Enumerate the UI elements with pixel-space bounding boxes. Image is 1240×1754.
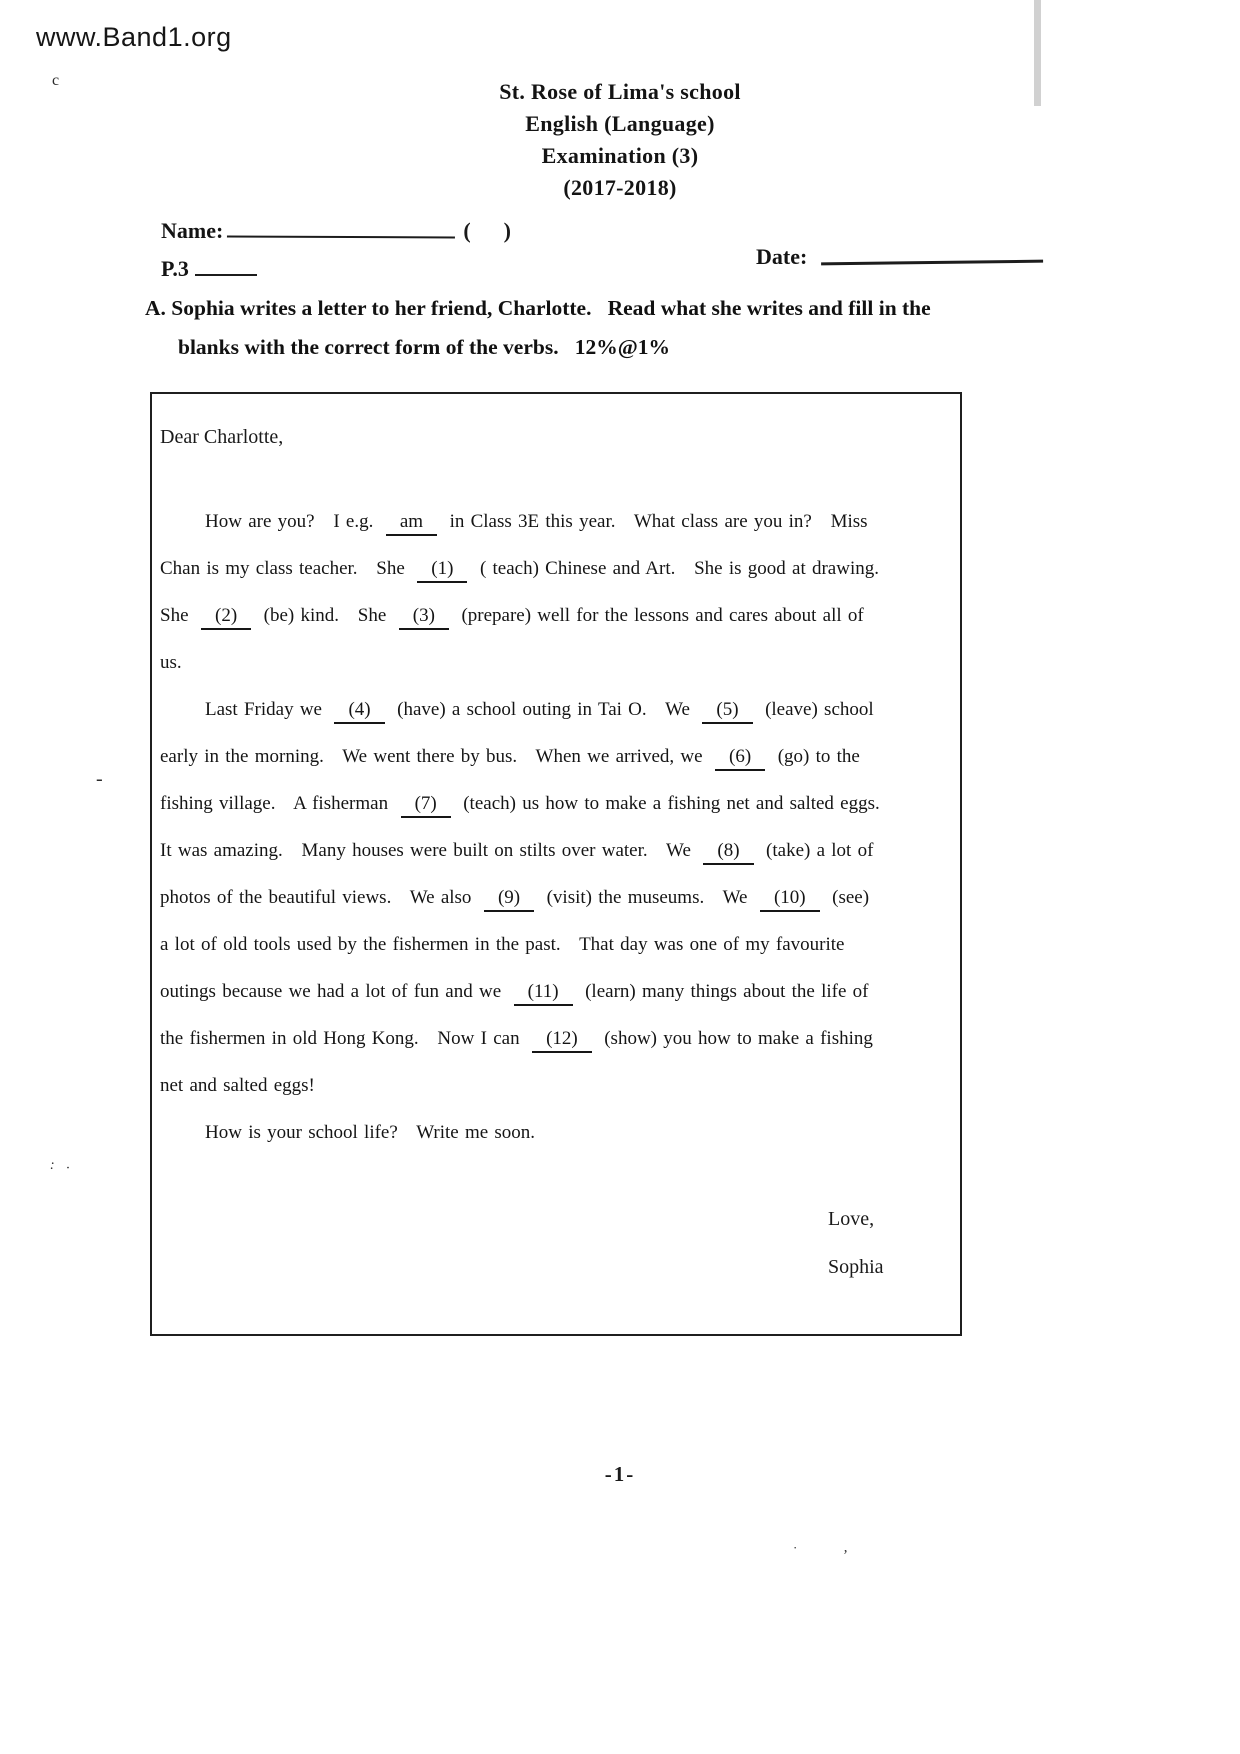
watermark-url: www.Band1.org — [36, 22, 232, 52]
letter-text: She — [160, 605, 201, 626]
answer-blank: (1) — [417, 557, 467, 583]
grade-blank-line — [195, 254, 257, 276]
letter-text: (prepare) well for the lessons and cares about all of — [448, 605, 864, 626]
answer-blank: (3) — [399, 604, 449, 630]
letter-text: a lot of old tools used by the fishermen in the past. That day was one of my favourite — [160, 934, 845, 955]
exam-header — [0, 76, 1240, 204]
exam-subject: English (Language) — [525, 111, 715, 136]
letter-text: outings because we had a lot of fun and we — [160, 981, 514, 1002]
letter-text: ( teach) Chinese and Art. She is good at drawing. — [467, 558, 879, 579]
letter-text: fishing village. A fisherman — [160, 793, 401, 814]
letter-line — [160, 639, 958, 686]
scan-artifact: - — [96, 768, 103, 790]
answer-blank: (6) — [715, 745, 765, 771]
letter-text: (learn) many things about the life of — [572, 981, 869, 1002]
letter-line — [160, 545, 958, 592]
letter-text: Chan is my class teacher. She — [160, 558, 418, 579]
letter-text: photos of the beautiful views. We also — [160, 887, 484, 908]
letter-line — [160, 1015, 958, 1062]
name-label: Name: — [161, 218, 224, 243]
answer-blank: (7) — [401, 792, 451, 818]
letter-text: (visit) the museums. We — [534, 887, 760, 908]
letter-lines — [160, 498, 958, 1156]
name-blank-line — [227, 216, 455, 239]
letter-line — [160, 1062, 958, 1109]
letter-text: (see) — [819, 887, 870, 908]
letter-line — [160, 874, 958, 921]
letter-line — [160, 827, 958, 874]
letter-salutation: Dear Charlotte, — [160, 426, 284, 448]
question-a-instructions-line1: A. Sophia writes a letter to her friend, Charlotte. Read what she writes and fill in the — [145, 296, 931, 320]
letter-line — [160, 921, 958, 968]
letter-text: (take) a lot of — [753, 840, 874, 861]
date-label: Date: — [756, 244, 808, 269]
letter-line — [160, 498, 958, 545]
answer-blank: (8) — [703, 839, 753, 865]
letter-text: How is your school life? Write me soon. — [205, 1122, 536, 1143]
letter-signature: Sophia — [828, 1256, 884, 1278]
answer-blank: am — [386, 510, 437, 536]
letter-text: (show) you how to make a fishing — [591, 1028, 873, 1049]
letter-text: How are you? I e.g. — [205, 511, 386, 532]
letter-text: (teach) us how to make a fishing net and salted eggs. — [450, 793, 880, 814]
letter-text: net and salted eggs! — [160, 1075, 315, 1096]
letter-line — [160, 968, 958, 1015]
letter-text: (be) kind. She — [251, 605, 399, 626]
letter-closing: Love, — [828, 1208, 875, 1230]
grade-label: P.3 — [161, 256, 189, 281]
exam-title: Examination (3) — [541, 143, 699, 168]
answer-blank: (4) — [334, 698, 384, 724]
answer-blank: (2) — [201, 604, 251, 630]
scan-artifact: ʼ — [843, 1548, 848, 1564]
answer-blank: (12) — [532, 1027, 592, 1053]
scan-artifact: · — [793, 1540, 798, 1555]
letter-text: (have) a school outing in Tai O. We — [384, 699, 703, 720]
answer-blank: (5) — [702, 698, 752, 724]
answer-blank: (11) — [514, 980, 573, 1006]
date-row — [740, 226, 1043, 288]
letter-text: (go) to the — [765, 746, 860, 767]
school-name: St. Rose of Lima's school — [499, 79, 741, 104]
letter-text: the fishermen in old Hong Kong. Now I can — [160, 1028, 533, 1049]
letter-text: in Class 3E this year. What class are you in? Miss — [437, 511, 868, 532]
letter-line — [160, 733, 958, 780]
exam-year: (2017-2018) — [563, 175, 677, 200]
scan-artifact: c — [52, 72, 60, 89]
letter-line — [160, 686, 958, 733]
letter-line — [160, 1109, 958, 1156]
page-number: -1- — [604, 1462, 636, 1486]
letter-text: us. — [160, 652, 182, 673]
class-number-parens: ( ) — [463, 218, 511, 243]
letter-line — [160, 592, 958, 639]
answer-blank: (10) — [760, 886, 820, 912]
letter-box — [150, 392, 962, 1336]
letter-text: early in the morning. We went there by bus. When we arrived, we — [160, 746, 716, 767]
letter-text: Last Friday we — [205, 699, 335, 720]
scan-artifact: : · — [48, 1157, 76, 1178]
question-a-instructions-line2: blanks with the correct form of the verbs. 12%@1% — [178, 335, 670, 359]
letter-line — [160, 780, 958, 827]
date-scribble-line — [821, 244, 1043, 266]
letter-text: (leave) school — [752, 699, 874, 720]
letter-text: It was amazing. Many houses were built on stilts over water. We — [160, 840, 704, 861]
answer-blank: (9) — [484, 886, 534, 912]
grade-row — [145, 236, 257, 300]
